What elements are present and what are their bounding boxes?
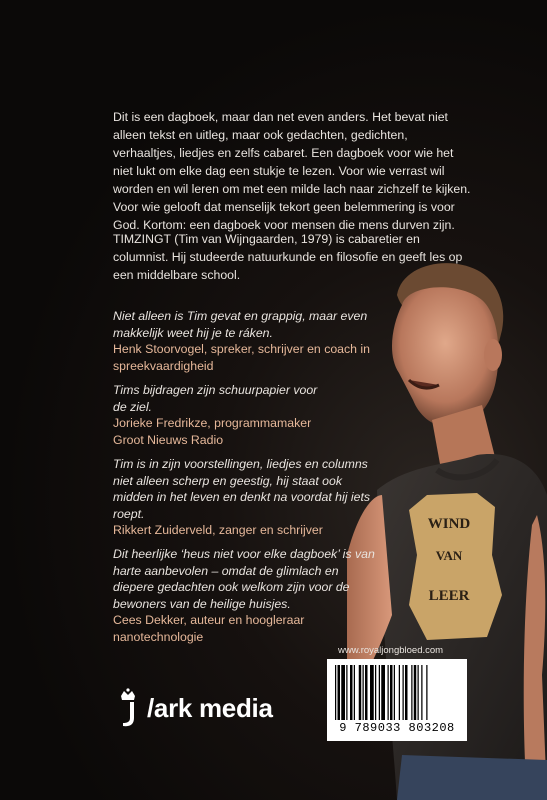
barcode-bar bbox=[399, 665, 400, 720]
barcode-bars bbox=[335, 665, 459, 720]
barcode-bar bbox=[365, 665, 368, 720]
barcode-bar bbox=[405, 665, 408, 720]
barcode-bar bbox=[403, 665, 404, 720]
crown-j-icon bbox=[115, 688, 141, 728]
publisher-logo bbox=[115, 688, 273, 728]
endorsement bbox=[113, 456, 373, 539]
barcode-bar bbox=[346, 665, 347, 720]
isbn-barcode bbox=[327, 659, 467, 741]
endorsement-quote: Tims bijdragen zijn schuurpapier voor de ziel. bbox=[113, 383, 318, 414]
intro-paragraph: Dit is een dagboek, maar dan net even anders. Het bevat niet alleen tekst en uitleg, maar ook gedachten, gedichten, verhaaltjes, liedjes en zelfs cabaret. Een dagboek voor wie het niet lukt om elke dag een stukje te lezen. Voor wie verrast wil worden en wil leren om met een milde lach naar zichzelf te kijken. Voor wie gelooft dat menselijk tekort geen belemmering is voor God. Kortom: een dagboek voor mensen die mens durven zijn. bbox=[113, 110, 471, 232]
barcode-bar bbox=[418, 665, 419, 720]
barcode-bar bbox=[426, 665, 427, 720]
endorsement-author: Rikkert Zuiderveld, zanger en schrijver bbox=[113, 523, 323, 537]
endorsement-quote: Dit heerlijke ‘heus niet voor elke dagboek’ is van harte aanbevolen – omdat de glimlach en diepere gedachten ook welkom zijn voor de bewoners van de heilige huisjes. bbox=[113, 547, 375, 611]
barcode-bar bbox=[381, 665, 385, 720]
endorsement bbox=[113, 308, 373, 374]
endorsement-author: Cees Dekker, auteur en hoogleraar nanotechnologie bbox=[113, 613, 305, 644]
shirt-text-line-3: LEER bbox=[428, 588, 470, 604]
barcode-bar bbox=[388, 665, 389, 720]
barcode-bar bbox=[363, 665, 364, 720]
barcode-bar bbox=[370, 665, 374, 720]
barcode-bar bbox=[335, 665, 336, 720]
barcode-bar bbox=[394, 665, 395, 720]
endorsement bbox=[113, 382, 333, 448]
barcode-bar bbox=[411, 665, 412, 720]
shirt-text-line-1: WIND bbox=[427, 516, 471, 532]
endorsement-author: Henk Stoorvogel, spreker, schrijver en coach in spreekvaardigheid bbox=[113, 342, 370, 373]
endorsement-quote: Tim is in zijn voorstellingen, liedjes en columns niet alleen scherp en geestig, hij staat ook midden in het leven en denkt na voordat hij iets roept. bbox=[113, 457, 371, 521]
barcode-bar bbox=[341, 665, 345, 720]
publisher-url: www.royaljongbloed.com bbox=[338, 645, 444, 656]
barcode-bar bbox=[350, 665, 353, 720]
barcode-bar bbox=[354, 665, 355, 720]
endorsement-quote: Niet alleen is Tim gevat en grappig, maar even makkelijk weet hij je te ráken. bbox=[113, 309, 368, 340]
shirt-text-line-2: VAN bbox=[435, 548, 463, 563]
barcode-bar bbox=[375, 665, 376, 720]
isbn-number: 9 789033 803208 bbox=[339, 721, 455, 735]
endorsement-author: Jorieke Fredrikze, programmamaker Groot Nieuws Radio bbox=[113, 416, 312, 447]
barcode-bar bbox=[421, 665, 422, 720]
barcode-bar bbox=[390, 665, 393, 720]
endorsement bbox=[113, 546, 383, 645]
barcode-bar bbox=[338, 665, 341, 720]
barcode-bar bbox=[379, 665, 380, 720]
author-bio: TIMZINGT (Tim van Wijngaarden, 1979) is cabaretier en columnist. Hij studeerde natuurkunde en filosofie en geeft les op een middelbare school. bbox=[113, 232, 463, 282]
barcode-bar bbox=[359, 665, 362, 720]
barcode-bar bbox=[414, 665, 417, 720]
publisher-name: /ark media bbox=[147, 692, 273, 723]
